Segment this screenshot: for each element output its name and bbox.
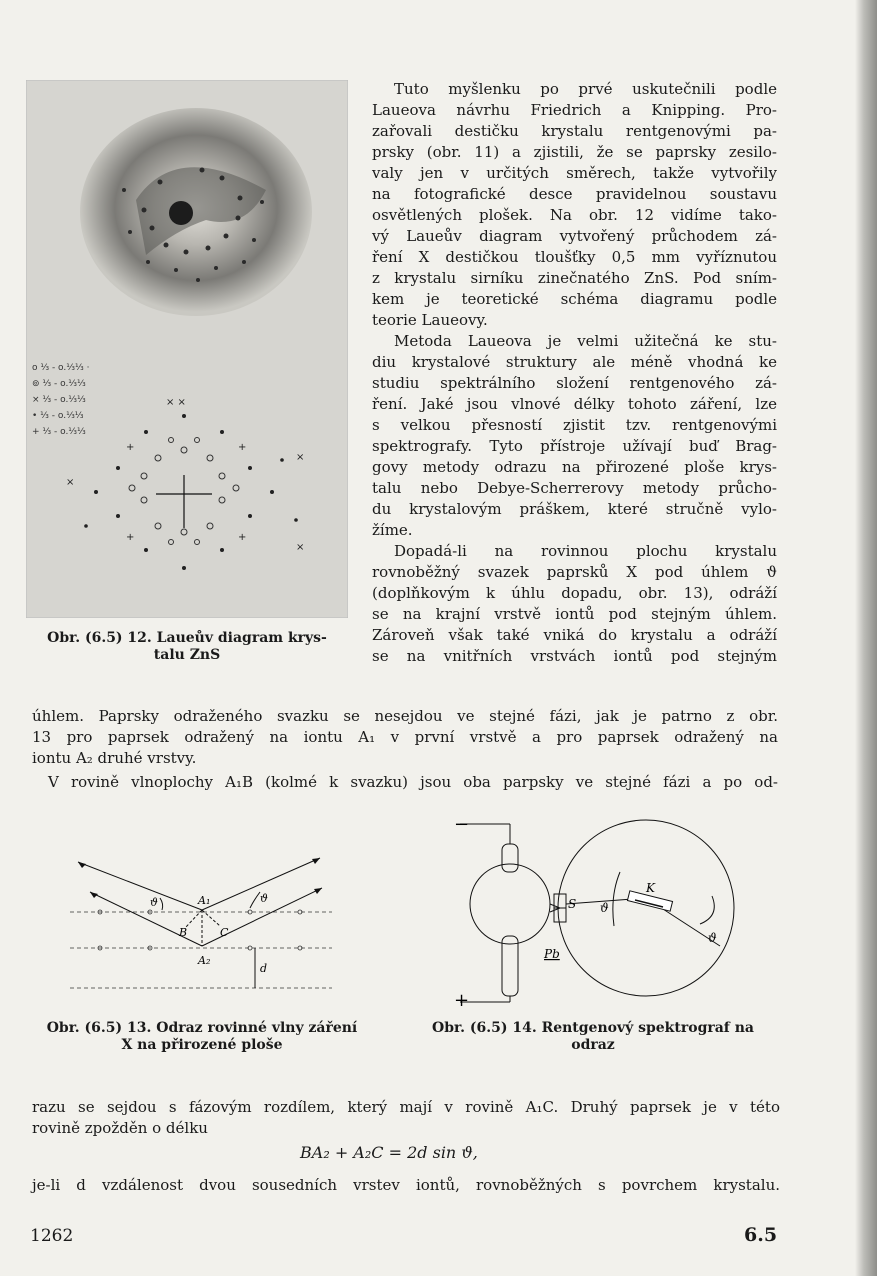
text-line: je-li d vzdálenost dvou sousedních vrstev iontů, rovnoběžných s povrchem krystalu. (32, 1176, 780, 1194)
right-column-text (372, 79, 777, 667)
after-figures-text (32, 1097, 780, 1139)
section-number: 6.5 (744, 1224, 778, 1246)
fig14-caption (398, 1020, 788, 1054)
text-line: kem je teoretické schéma diagramu podle (372, 290, 777, 308)
laue-diagram-photo (26, 80, 348, 618)
text-line: Laueova návrhu Friedrich a Knipping. Pro- (372, 101, 777, 119)
label-b: B (179, 926, 188, 939)
fig13-caption-line2: X na přirozené ploše (121, 1037, 283, 1053)
label-s: S (568, 897, 577, 911)
label-k: K (646, 881, 655, 895)
text-line: žíme. (372, 521, 413, 539)
label-plus: + (454, 990, 470, 1006)
label-minus: − (454, 816, 470, 835)
svg-text:×: × (296, 452, 305, 463)
text-line: teorie Laueovy. (372, 311, 488, 329)
text-line: valy jen v určitých směrech, takže vytvořily (372, 164, 777, 182)
page-edge-shadow (855, 0, 877, 1276)
after-figures-text-2 (32, 1175, 780, 1196)
label-theta2: ϑ (708, 931, 717, 945)
fig12-caption (28, 630, 346, 664)
text-line: úhlem. Paprsky odraženého svazku se nesejdou ve stejné fázi, jak je patrno z obr. (32, 707, 778, 725)
text-line: na fotografické desce pravidelnou soustavu (372, 185, 777, 203)
text-line: se na vnitřních vrstvách iontů pod stejným (372, 647, 777, 665)
text-line: razu se sejdou s fázovým rozdílem, který mají v rovině A₁C. Druhý paprsek je v této (32, 1098, 780, 1116)
full-width-text (32, 706, 778, 793)
fig14-caption-line1: Obr. (6.5) 14. Rentgenový spektrograf na (432, 1020, 754, 1036)
text-line: prsky (obr. 11) a zjistili, že se paprsky zesilo- (372, 143, 777, 161)
text-line: s velkou přesností zjistit tzv. rentgenovými (372, 416, 777, 434)
text-line: rovině zpožděn o délku (32, 1119, 208, 1137)
text-line: spektrografy. Tyto přístroje užívají buď Brag- (372, 437, 777, 455)
text-line: iontu A₂ druhé vrstvy. (32, 749, 197, 767)
text-line: (doplňkovým k úhlu dopadu, obr. 13), odráží (372, 584, 777, 602)
svg-text:⊚ ⅓ - o.⅓⅓: ⊚ ⅓ - o.⅓⅓ (32, 379, 86, 389)
text-line: studiu spektrálního složení rentgenového zá- (372, 374, 777, 392)
svg-text:× ×: × × (166, 397, 186, 408)
text-line: zařovali destičku krystalu rentgenovými pa- (372, 122, 777, 140)
label-c: C (220, 926, 229, 939)
label-d: d (260, 962, 268, 975)
text-line: talu nebo Debye-Scherrerovy metody průcho- (372, 479, 777, 497)
text-line: osvětlených plošek. Na obr. 12 vidíme tako- (372, 206, 777, 224)
fig14-caption-line2: odraz (571, 1037, 615, 1053)
text-line: govy metody odrazu na přirozené ploše krys- (372, 458, 777, 476)
fig12-caption-line2: talu ZnS (153, 647, 221, 663)
svg-text:• ⅓ - o.⅓⅓: • ⅓ - o.⅓⅓ (32, 411, 84, 421)
label-theta1: ϑ (150, 896, 158, 909)
fig13-caption-line1: Obr. (6.5) 13. Odraz rovinné vlny záření (46, 1020, 358, 1036)
svg-text:× ⅓ - o.⅓⅓: × ⅓ - o.⅓⅓ (32, 395, 86, 405)
fig13-diagram (60, 840, 340, 1000)
text-line: se na krajní vrstvě iontů pod stejným úhlem. (372, 605, 777, 623)
label-a2: A₂ (198, 954, 211, 967)
svg-text:o ⅓ - o.⅓⅓ ·: o ⅓ - o.⅓⅓ · (32, 363, 90, 373)
label-pb: Pb (544, 947, 560, 961)
text-line: du krystalovým práškem, které stručně vylo- (372, 500, 777, 518)
label-theta1: ϑ (600, 901, 609, 915)
svg-text:×: × (66, 477, 75, 488)
label-theta2: ϑ (260, 892, 268, 905)
text-line: V rovině vlnoplochy A₁B (kolmé k svazku) jsou oba parpsky ve stejné fázi a po od- (48, 773, 778, 791)
svg-text:+: + (238, 442, 247, 453)
fig14-diagram (450, 816, 780, 1006)
text-line: ření X destičkou tloušťky 0,5 mm vyříznutou (372, 248, 777, 266)
svg-text:×: × (296, 542, 305, 553)
text-line: ření. Jaké jsou vlnové délky tohoto záření, lze (372, 395, 777, 413)
svg-text:+: + (126, 442, 135, 453)
text-line: rovnoběžný svazek paprsků X pod úhlem ϑ (372, 563, 777, 581)
equation: BA₂ + A₂C = 2d sin ϑ, (300, 1143, 478, 1162)
svg-text:+: + (238, 532, 247, 543)
text-line: Dopadá-li na rovinnou plochu krystalu (394, 542, 777, 560)
fig13-caption (28, 1020, 376, 1054)
svg-text:+ ⅓ - o.⅓⅓: + ⅓ - o.⅓⅓ (32, 427, 86, 437)
text-line: Metoda Laueova je velmi užitečná ke stu- (394, 332, 777, 350)
text-line: diu krystalové struktury ale méně vhodná ke (372, 353, 777, 371)
text-line: 13 pro paprsek odražený na iontu A₁ v první vrstvě a pro paprsek odražený na (32, 728, 778, 746)
text-line: vý Laueův diagram vytvořený průchodem zá- (372, 227, 777, 245)
page-number: 1262 (30, 1226, 74, 1246)
fig12-caption-line1: Obr. (6.5) 12. Laueův diagram krys- (47, 630, 327, 646)
text-line: z krystalu sirníku zinečnatého ZnS. Pod sním- (372, 269, 777, 287)
text-line: Zároveň však také vniká do krystalu a odráží (372, 626, 777, 644)
text-line: Tuto myšlenku po prvé uskutečnili podle (394, 80, 777, 98)
svg-text:+: + (126, 532, 135, 543)
label-a1: A₁ (198, 894, 211, 907)
